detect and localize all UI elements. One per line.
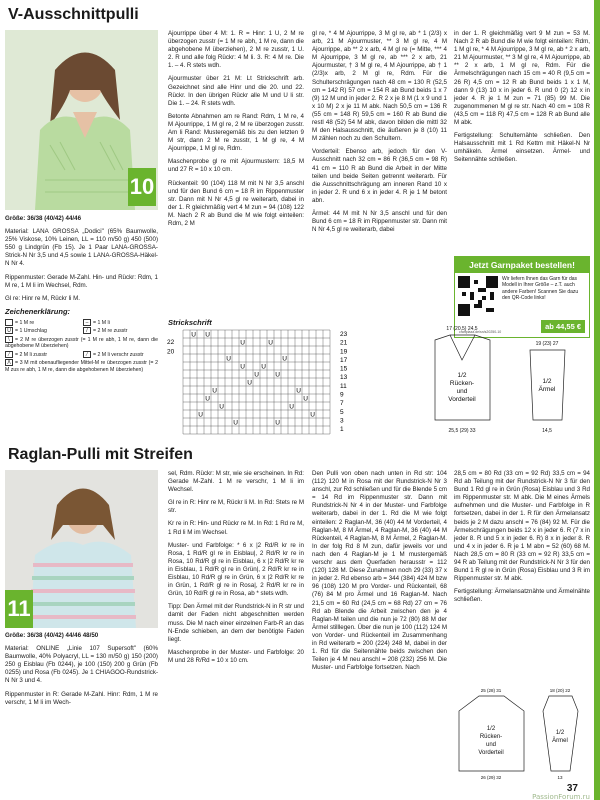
legend [5,319,158,374]
pattern1-column-2 [168,30,304,233]
knit-symbol-icon [5,319,13,326]
pattern2-title: Raglan-Pulli mit Streifen [8,446,193,463]
svg-text:Rücken-: Rücken- [479,734,503,740]
cdd-symbol-icon: Λ [5,359,13,366]
pattern1-schematic [420,325,590,445]
chart-row-number: 11 [340,382,347,390]
text-rueckenteil-cont: gl re, * 4 M Ajourrippe, 3 M gl re, ab * 1 (2/3) x arb, 21 M Ajourmuster, ** 3 M gl re, 4 M Ajourrippe, ab ** 2 x arb, 4 M gl re (= Mitte, *** 4 M Ajourrippe, 3 M gl re, ab *** 2 x arb, 21 Ajourmuster, † 3 M gl re, 4 M Ajourrippe, ab † 1 (2/3)x arb, 2 M gl re, Rdm. Für die Schulterschrägungen nach 48 cm = 130 R (52,5 cm = 142 R) 57 cm = 154 R ab Bund beids 1 x 7 (9) 12 M und in jeder 2. R 2 x je 8 M (1 x 9 und 1 x 10 M) 2 x je 11 M abk. Nach 50,5 cm = 136 R (55 cm = 148 R) 59,5 cm = 160 R ab Bund die restl 48 (52) 54 M abk, davon bilden die mittl 32 M den Halsausschnitt, die äußeren je 8 (10) 11 M zählen noch zu den Schultern. [312,30,447,143]
text-aermel: Ärmel: 44 M mit N Nr 3,5 anschl und für den Bund 6 cm = 18 R im Rippenmuster str. Dann mit N Nr 4,5 gl re weiterarb, dabei [312,209,447,234]
pattern1-rippen: Rippenmuster: Gerade M-Zahl. Hin- und Rückr: Rdm, 1 M re, 1 M li im Wechsel, Rdm. [5,273,158,289]
legend-item: ⁄ = 2 M li zusstr [5,351,80,358]
page-number: 37 [566,783,578,794]
legend-title: Zeichenerklärung: [5,306,71,316]
pattern2-sizes: Größe: 36/38 (40/42) 44/46 48/50 [5,632,99,639]
legend-item: / = 2 M re zusstr [83,327,158,334]
chart-yarn-over-mark: U [205,395,210,403]
svg-text:Vorderteil: Vorderteil [448,396,476,403]
svg-text:Rücken-: Rücken- [449,380,475,387]
shop-title: Jetzt Garnpaket bestellen! [455,257,589,273]
chart-yarn-over-mark: U [275,371,280,379]
sleeve-outline [530,350,565,420]
chart-row-number: 15 [340,365,348,373]
text-p2-tipp: Tipp: Den Ärmel mit der Rundstrick-N in R str und damit der Faden nicht abgeschnitten werden muss. Die M nach einer einzelnen Farb-R an das N-Ende schieben, an dem der benötigte Faden liegt. [168,603,304,643]
svg-text:und: und [485,742,497,748]
pattern1-material: Material: LANA GROSSA „Dodici" (65% Baumwolle, 25% Viskose, 10% Leinen, LL = 110 m/50 g) 450 (500) 550 g Lindgrün (Fb 15). Je 1 Paar LANA-GROSSA-Strick-N Nr 3,5 und 4,5 sowie 1 LANA-GROSSA-Häkel-N Nr 4. [5,228,158,268]
chart-yarn-over-mark: U [303,395,308,403]
pattern1-sizes: Größe: 36/38 (40/42) 44/46 [5,215,82,222]
svg-text:1/2: 1/2 [486,726,496,732]
text-ajourrippe: Ajourrippe über 4 M: 1. R = Hinr: 1 U, 2 M re überzogen zusstr (= 1 M re abh, 1 M re, dann die abgehobene M überziehen), 2 M re zusstr, 1 U. 2. R und alle folg Rückr: 4 M li. 3. R: 4 M re. Die 1. – 4. R stets wdh. [168,30,304,70]
text-p2-glre: Gl re in R: Hinr re M, Rückr li M. In Rd: Stets re M str. [168,499,304,515]
legend-item: ⁄ = 2 M li verschr zusstr [83,351,158,358]
text-p2-krre: Kr re in R: Hin- und Rückr re M. In Rd: 1 Rd re M, 1 Rd li M im Wechsel. [168,520,304,536]
legend-item: \ = 2 M re überzogen zusstr (= 1 M re abh, 1 M re, dann die abgehobene M überziehen) [5,336,158,350]
chart-yarn-over-mark: U [240,363,245,371]
text-abnahmen: Betonte Abnahmen am re Rand: Rdm, 1 M re, 4 M Ajourrippe, 1 M gl re, 2 M re überzogen zusstr. Am li Rand: Musteregemäß bis zu den letzten 9 M str, dann 2 M re zusstr, 1 M gl re, 4 M Ajourrippe, 1 M gl re, Rdm. [168,112,304,153]
text-p2-body: Den Pulli von oben nach unten in Rd str: 104 (112) 120 M in Rosa mit der Rundstrick-N Nr 3 anschl, zur Rd schließen und für die Blende 5 cm = 14 Rd im Rippenmuster str. Dann mit Rundstrick-N Nr 4 in der Muster- und Farbfolge weiterarb, dabei in der 1. Rd die M wie folgt einteilen: 2 Raglan-M, 36 (40) 44 M Vorderteil, 4 Raglan-M, 8 M Ärmel, 4 Raglan-M, 36 (40) 44 M Rückenteil, 4 Raglan-M, 8 M Ärmel, 2 Raglan-M. In der folg Rd 8 M zun, dafür jeweils vor und nach den 4 Raglan-M je 1 M mustergemäß verschr aus dem Querfaden herausstr = 112 (120) 128 M. Diese Zunahmen noch 29 (33) 37 x in jeder 2. Rd ebenso arb = 344 (384) 424 M bzw 96 (108) 120 M pro Vorder- und Rückenteil, 68 (76) 84 M pro Ärmel und 16 Raglan-M. Nach 21,5 cm = 60 Rd (24,5 cm = 68 Rd) 27 cm = 76 Rd ab Blende die Arbeit zwischen den je 4 Raglan-M teilen und die nun je 72 (80) 88 M der Ärmel stilllegen. Über die nun je 100 (112) 124 M von Vorder- und Rückenteil im Zusammenhang in Rd weiterarb = 200 (224) 248 M, dabei in der 1. Rd für die Seitennähte beids zwischen den Teilen je 4 M neu anschl = 208 (232) 256 M. Die Muster- und Farbfolge fortsetzen. Nach [312,470,447,672]
shop-url[interactable]: craftplaza.de/sn/s20250-10 [459,330,502,334]
text-maschenprobe: Maschenprobe gl re mit Ajourmustern: 18,5 M und 27 R = 10 x 10 cm. [168,158,304,174]
text-ajourmuster: Ajourmuster über 21 M: Lt Strickschrift arb. Gezeichnet sind alle Hinr und die 20. und 22. Rückr. In den übrigen Rückr alle M und U li str. Die 1. – 24. R stets wdh. [168,75,304,107]
schema-bottom-width: 25,5 (29) 33 [448,428,476,434]
chart-yarn-over-mark: U [233,419,238,427]
legend-item: Λ = 3 M mit obenaufliegender Mittel-M re überzogen zusstr (= 2 M zus re abh, 1 M re, dann die abgehobenen M überziehen) [5,360,158,373]
chart-yarn-over-mark: U [275,419,280,427]
pattern2-badge: 11 [5,590,33,628]
text-aermel-cont: in der 1. R gleichmäßig vert 9 M zun = 53 M. Nach 2 R ab Bund die M wie folgt einteilen: Rdm, 1 M gl re, * 4 M Ajourrippe, 3 M gl re, ab * 2 x arb, 21 M Ajourmuster, ** 3 M gl re, 4 M Ajourrippe, ab ** 2 x arb, 1 M gl re, Rdm. Für die Ärmelschrägungen nach 15 cm = 40 R (9,5 cm = 26 R) 4,5 cm = 12 R ab Bund beids 1 x 1 M, dann 9 (13) 10 x in jeder 6. R und 0 (2) 12 x in jeder 4. R je 1 M zun = 71 (85) 99 M. Die zugenommenen M gl re str. Nach 40 cm = 108 R (43,5 cm = 118 R) 47,5 cm = 128 R ab Bund alle M abk. [454,30,590,127]
pattern2-column-4 [454,470,590,610]
pattern2-schematic [454,686,590,782]
schema2-top: 25 (28) 31 [480,688,502,693]
chart-yarn-over-mark: U [205,331,210,339]
chart-row-number: 9 [340,391,344,399]
chart-yarn-over-mark: U [289,403,294,411]
text-rueckenteil: Rückenteil: 90 (104) 118 M mit N Nr 3,5 anschl und für den Bund 6 cm = 18 R im Rippenmuster str. Dann mit N Nr 4,5 gl re weiterarb, dabei in der 1. R gleichmäßig vert 4 M zun = 94 (108) 122 M. Nach 2 R ab Bund die M wie folgt einteilen: Rdm, 2 M [168,179,304,227]
purl-symbol-icon: – [83,319,91,326]
chart-yarn-over-mark: U [268,339,273,347]
chart-row-number: 20 [167,348,175,356]
legend-item: U = 1 Umschlag [5,327,80,334]
pattern1-glre: Gl re: Hinr re M, Rückr li M. [5,294,80,302]
chart-yarn-over-mark: U [240,339,245,347]
pattern2-column-2 [168,470,304,670]
pattern2-material: Material: ONLINE „Linie 107 Supersoft" (60% Baumwolle, 40% Polyacryl, LL = 130 m/50 g) 150 (200) 250 g Eisblau (Fb 0244), je 100 (150) 200 g Grün (Fb 0255) und Rosa (Fb 0245). Je 1 CHIAGOO-Rundstrick-N Nr 3 und 4. [5,645,158,685]
chart-row-number: 22 [167,339,175,346]
chart-row-number: 23 [340,331,348,338]
pattern1-column-1 [5,215,158,373]
page-edge-strip [594,0,600,800]
text-p2-fertigstellung: Fertigstellung: Ärmelansatznähte und Ärmelnähte schließen. [454,588,590,604]
chart-row-number: 19 [340,348,348,356]
pattern2-rippen: Rippenmuster in R: Gerade M-Zahl. Hinr: Rdm, 1 M re verschr, 1 M li im Wech- [5,690,158,706]
svg-text:Ärmel: Ärmel [538,386,556,393]
watermark: PassionForum.ru [532,793,590,800]
chart-yarn-over-mark: U [198,411,203,419]
text-p2-rippen-cont: sel, Rdm. Rückr: M str, wie sie erscheinen. In Rd: Gerade M-Zahl. 1 M re verschr, 1 M li im Wechsel. [168,470,304,494]
svg-text:und: und [456,388,468,395]
schema-back-label: 1/2 [457,372,467,379]
chart-yarn-over-mark: U [191,331,196,339]
shop-price[interactable]: ab 44,55 € [541,320,585,333]
shop-text: Wir liefern Ihnen das Garn für das Modell in Ihrer Größe – z.T. auch andere Farben! Scannen Sie dazu den QR-Code links! [502,276,579,302]
chart-row-number: 3 [340,417,344,425]
chart-yarn-over-mark: U [219,403,224,411]
schema-sleeve-label: 1/2 [542,378,552,385]
pattern2-column-1 [5,632,158,712]
knitting-chart [165,328,355,440]
text-p2-body-cont: 28,5 cm = 80 Rd (33 cm = 92 Rd) 33,5 cm = 94 Rd ab Teilung mit der Rundstrick-N Nr 3 für den Bund 1 Rd gl re in Grün (Rosa) Eisblau und 3 Rd im Rippenmuster str. M abk. Die M eines Ärmels aufnehmen und die Muster- und Farbfolge in R fortsetzen, dabei in der 1. R für den Ärmelansatz beids je 2 M dazu anschl = 76 (84) 92 M. Für die Ärmelschrägungen beids 12 x in jeder 6. R (7 x in jeder 8. R und 5 x in jeder 6. R) 8 x in jeder 8. R und 4 x in jeder 6. R je 1 M abn = 52 (60) 68 M. Nach 28,5 cm = 80 R (33 cm = 92 R) 33,5 cm = 94 R ab Teilung mit der Rundstrick-N Nr 3 für den Bund 1 R gl re in Grün (Rosa) Eisblau und 3 R im Rippenmuster str. M abk. [454,470,590,583]
chart-yarn-over-mark: U [247,379,252,387]
p2tog-symbol-icon: ⁄ [5,351,13,358]
text-p2-farbfolge: Muster- und Farbfolge: * 6 x |2 Rd/R kr re in Rosa, 1 Rd/R gl re in Eisblau|, 2 Rd/R kr re in Rosa, 10 Rd/R gl re in Eisblau, 6 x |2 Rd/R kr re in Eisblau, 1 Rd/R gl re in Grün|, 2 Rd/R kr re in Eisblau, 10 Rd/R gl re in Grün, 6 x |2 Rd/R kr re in Grün, 1 Rd/R gl re in Rosa|, 2 Rd/R kr re in Grün, 10 Rd/R gl re in Rosa, ab * stets wdh. [168,541,304,598]
schema2-bottom: 26 (29) 32 [480,775,502,780]
chart-row-number: 21 [340,339,348,347]
chart-yarn-over-mark: U [310,411,315,419]
chart-row-number: 7 [340,400,344,408]
chart-yarn-over-mark: U [282,355,287,363]
chart-title: Strickschrift [168,318,212,327]
pattern2-column-3 [312,470,447,677]
text-vorderteil: Vorderteil: Ebenso arb, jedoch für den V-Ausschnitt nach 32 cm = 86 R (36,5 cm = 98 R) 41 cm = 110 R ab Bund die Arbeit in der Mitte teilen und beide Seiten getrennt weiterarb. Für die Ausschnittschrägung am inneren Rand 10 x in jeder 2. R und 6 x in jeder 4. R je 1 M betont abn. [312,148,447,204]
chart-yarn-over-mark: U [212,387,217,395]
chart-row-number: 13 [340,374,348,382]
chart-yarn-over-mark: U [261,363,266,371]
chart-row-number: 17 [340,356,348,364]
svg-text:Ärmel: Ärmel [552,738,568,744]
text-fertigstellung-1: Fertigstellung: Schulternähte schließen. Den Halsausschnitt mit 1 Rd Kettm mit Häkel-N Nr umhäkeln. Ärmel einsetzen. Ärmel- und Seitennähte schließen. [454,132,590,164]
pattern1-title: V-Ausschnittpulli [8,6,139,23]
legend-item: – = 1 M li [83,319,158,326]
chart-yarn-over-mark: U [296,387,301,395]
svg-text:1/2: 1/2 [555,730,565,736]
yarn-over-symbol-icon: U [5,327,13,334]
schema2-sleeve-bottom: 13 [557,775,563,780]
p2tog-tbl-symbol-icon: ⁄ [83,351,91,358]
pattern1-column-4 [454,30,590,170]
chart-yarn-over-mark: U [226,355,231,363]
schema-sleeve-bottom: 14,5 [542,428,552,434]
qr-code-icon[interactable] [458,276,498,316]
legend-item: = 1 M re [5,319,80,326]
ssk-symbol-icon: \ [5,336,13,343]
schema2-sleeve-top: 18 (20) 22 [549,688,571,693]
chart-row-number: 5 [340,408,344,416]
text-p2-maschenprobe: Maschenprobe in der Muster- und Farbfolge: 20 M und 28 R/Rd = 10 x 10 cm. [168,648,304,664]
schema-top-width: 17 (20,5) 24,5 [446,326,478,332]
k2tog-symbol-icon: / [83,327,91,334]
chart-yarn-over-mark: U [254,371,259,379]
chart-row-number: 1 [340,426,344,434]
pattern1-column-3 [312,30,447,239]
pattern1-badge: 10 [128,168,156,206]
svg-text:Vorderteil: Vorderteil [478,750,504,756]
schema-sleeve-top: 19 (23) 27 [535,341,559,347]
